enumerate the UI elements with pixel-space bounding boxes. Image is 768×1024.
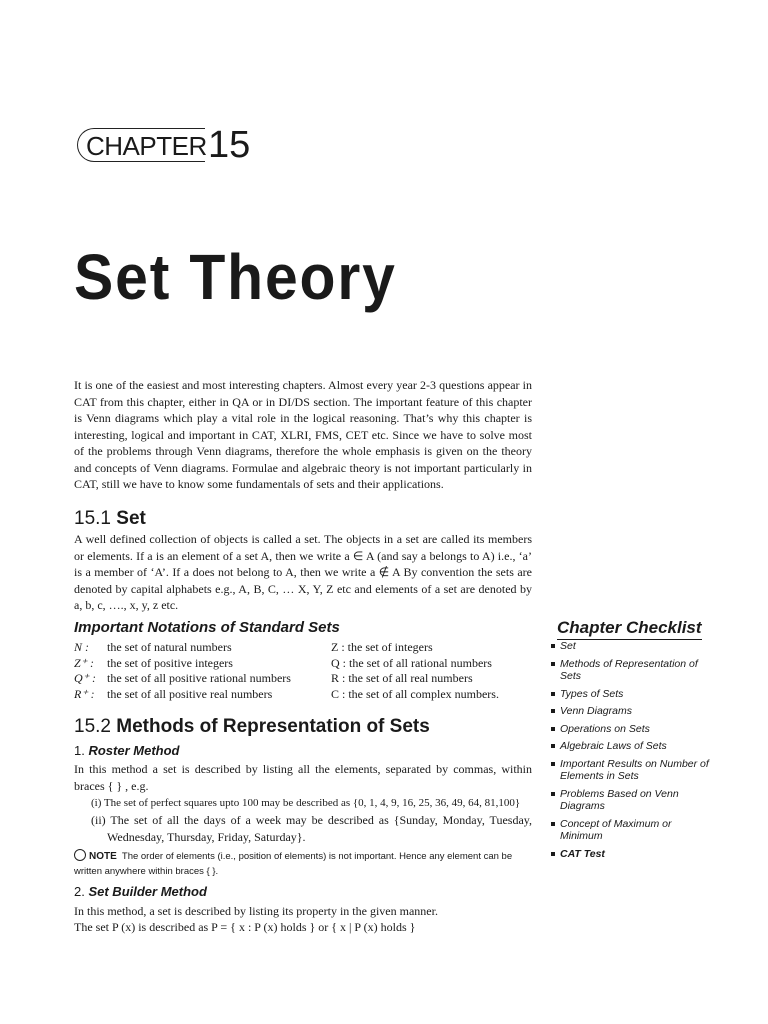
set-builder-text: In this method, a set is described by listing its property in the given manner. [74, 904, 438, 918]
roster-example-2: (ii) The set of all the days of a week may be described as {Sunday, Monday, Tuesday, Wednesday, Thursday, Friday, Saturday}. [91, 813, 532, 844]
bullet-icon [551, 744, 555, 748]
page-title: Set Theory [74, 241, 397, 313]
set-builder-heading [74, 884, 207, 899]
bullet-icon [551, 662, 555, 666]
checklist-item-label: Problems Based on Venn Diagrams [560, 787, 679, 812]
method-number: 2. [74, 884, 85, 899]
notations-table [74, 640, 534, 702]
method-number: 1. [74, 743, 85, 758]
bullet-icon [551, 822, 555, 826]
notation-row [74, 671, 534, 687]
checklist-item-label: Concept of Maximum or Minimum [560, 817, 672, 842]
notation-description: Q : the set of all rational numbers [331, 655, 492, 670]
checklist-item-label: Types of Sets [560, 687, 624, 700]
notation-symbol: Q⁺ : [74, 671, 96, 685]
notation-description: the set of positive integers [107, 655, 233, 670]
notation-description: Z : the set of integers [331, 640, 433, 654]
notation-symbol: R⁺ : [74, 686, 95, 701]
note-icon [74, 849, 86, 861]
checklist-item [551, 788, 711, 813]
section-title: Methods of Representation of Sets [116, 716, 430, 737]
notation-symbol: Z⁺ : [74, 655, 95, 670]
checklist-item [551, 723, 711, 736]
bullet-icon [551, 762, 555, 766]
notation-row [74, 687, 534, 703]
checklist-item-label: Algebraic Laws of Sets [560, 740, 667, 752]
bullet-icon [551, 792, 555, 796]
method-title: Set Builder Method [88, 884, 207, 899]
checklist-item [551, 758, 711, 783]
note-box [74, 849, 534, 879]
checklist-item-label: Methods of Representation of Sets [560, 657, 698, 682]
notation-description: C : the set of all complex numbers. [331, 686, 499, 701]
section-heading-methods [74, 716, 430, 738]
checklist-item [551, 740, 711, 753]
checklist-item [551, 818, 711, 843]
intro-paragraph: It is one of the easiest and most interesting chapters. Almost every year 2-3 questions appear in CAT from this chapter, either in QA or in DI/DS section. The important feature of this chapter is Venn diagrams which play a vital role in the logical reasoning. That’s why this chapter is interesting, logical and important in CAT, XLRI, FMS, CET etc. Since we have to solve most of the problems through Venn diagrams, therefore the whole emphasis is given on the theory and concepts of Venn diagrams. Formulae and algebraic theory is not important particularly in CAT, still we have to know some fundamentals of sets and their applications. [74, 378, 532, 491]
roster-example-1: (i) The set of perfect squares upto 100 may be described as {0, 1, 4, 9, 16, 25, 36, 49, 64, 81,100} [91, 797, 521, 809]
bullet-icon [551, 727, 555, 731]
notation-symbol: N : [74, 640, 89, 654]
note-text: The order of elements (i.e., position of elements) is not important. Hence any element can be written anywhere within braces { }. [74, 851, 513, 877]
checklist-item [551, 688, 711, 701]
notation-description: the set of natural numbers [107, 640, 232, 654]
section-title: Set [116, 508, 146, 529]
bullet-icon [551, 852, 555, 856]
chapter-number: 15 [208, 124, 251, 166]
checklist-item-label: CAT Test [560, 847, 605, 860]
roster-method-heading [74, 743, 179, 758]
checklist-item-label: Operations on Sets [560, 722, 650, 735]
checklist-item-label: Venn Diagrams [560, 705, 632, 717]
bullet-icon [551, 644, 555, 648]
checklist-item [551, 848, 711, 861]
bullet-icon [551, 692, 555, 696]
notation-row [74, 656, 534, 672]
notation-description: R : the set of all real numbers [331, 671, 473, 685]
checklist-item [551, 705, 711, 718]
notation-description: the set of all positive rational numbers [107, 671, 291, 685]
checklist-item [551, 658, 711, 683]
bullet-icon [551, 709, 555, 713]
checklist-item-label: Set [560, 640, 576, 652]
roster-method-text: In this method a set is described by listing all the elements, separated by commas, within braces { } , e.g. [74, 762, 532, 793]
note-label: NOTE [89, 851, 117, 862]
notation-row [74, 640, 534, 656]
checklist-item [551, 640, 711, 653]
notations-heading: Important Notations of Standard Sets [74, 619, 340, 636]
set-builder-formula: The set P (x) is described as P = { x : P (x) holds } or { x | P (x) holds } [74, 920, 416, 934]
checklist-item-label: Important Results on Number of Elements in Sets [560, 757, 709, 782]
method-title: Roster Method [88, 743, 180, 758]
checklist-title: Chapter Checklist [557, 618, 702, 640]
section-heading-set [74, 508, 146, 530]
chapter-checklist [551, 640, 711, 865]
set-definition-paragraph: A well defined collection of objects is called a set. The objects in a set are called its members or elements. If a is an element of a set A, then we write a ∈ A (and say a belongs to A) i.e., ‘a’ is a member of ‘A’. If a does not belong to A, then we write a ∉ A By convention the sets are denoted by capital alphabets e.g., A, B, C, … X, Y, Z etc and elements of a set are denoted by a, b, c, …., x, y, z etc. [74, 532, 532, 612]
section-number: 15.1 [74, 508, 111, 529]
notation-description: the set of all positive real numbers [107, 686, 273, 701]
section-number: 15.2 [74, 716, 111, 737]
chapter-label: CHAPTER [86, 131, 207, 161]
